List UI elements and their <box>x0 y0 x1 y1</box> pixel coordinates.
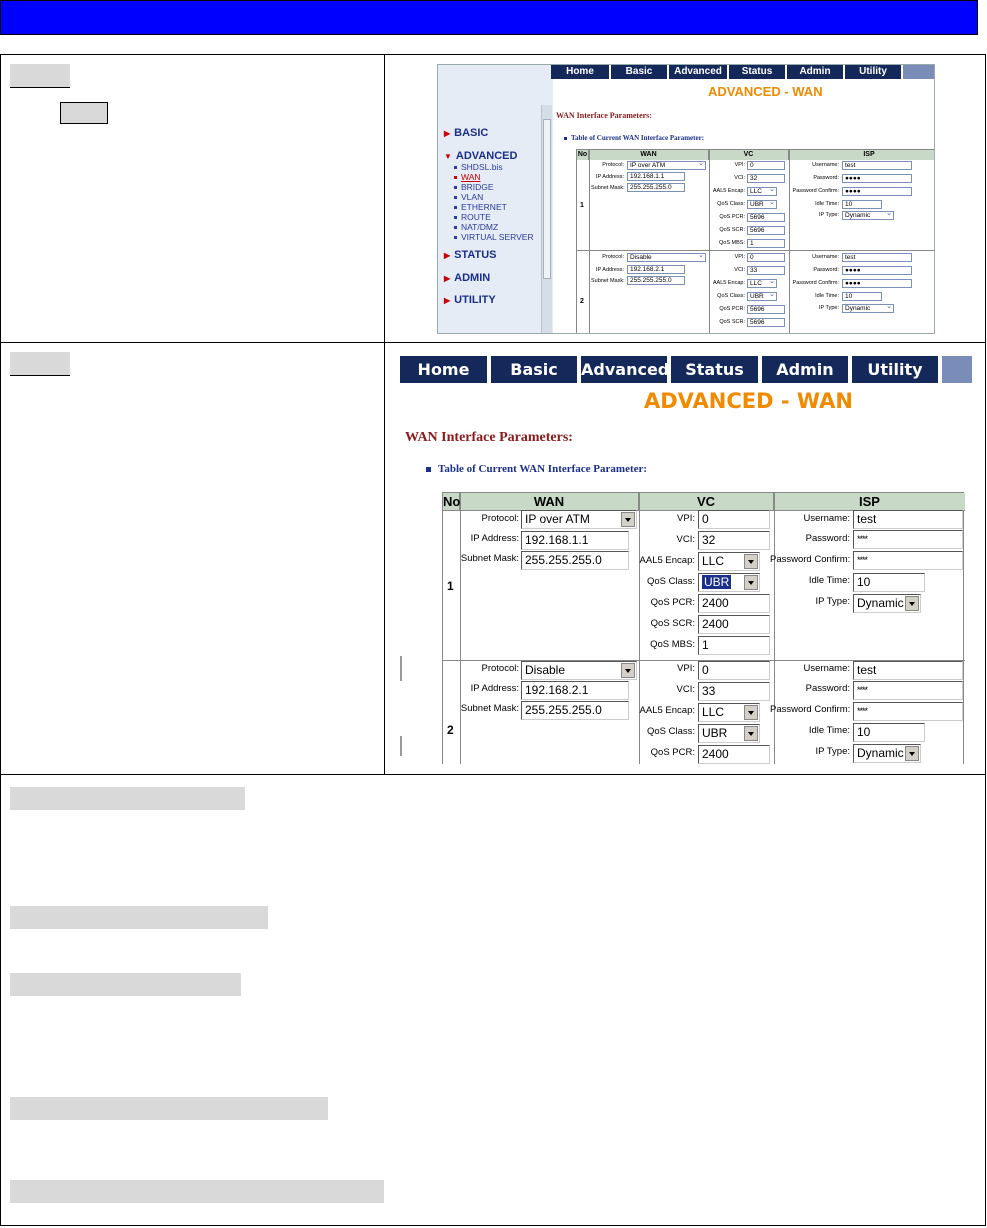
aal5-select[interactable]: LLC <box>698 552 760 571</box>
sidebar-status[interactable]: ▶ STATUS <box>444 249 497 261</box>
label-qos-class: QoS Class: <box>646 726 695 737</box>
label-qos-scr: QoS SCR: <box>719 319 745 325</box>
qos-class-select[interactable]: UBR ⌄ <box>747 200 777 209</box>
chevron-down-icon[interactable] <box>905 746 919 761</box>
page-title: ADVANCED - WAN <box>708 84 823 99</box>
username-input[interactable]: test <box>853 510 963 529</box>
ip-address-input[interactable]: 192.168.2.1 <box>521 681 629 700</box>
screenshot-wan-large <box>400 356 972 764</box>
subnet-mask-input[interactable]: 255.255.255.0 <box>521 551 629 570</box>
sidebar-item-vlan[interactable]: VLAN <box>454 192 483 202</box>
table-caption: Table of Current WAN Interface Parameter: <box>564 134 704 142</box>
label-subnet-mask: Subnet Mask: <box>591 185 625 191</box>
label-qos-mbs: QoS MBS: <box>719 240 745 246</box>
table-caption: Table of Current WAN Interface Parameter: <box>426 463 647 475</box>
label-password: Password: <box>805 533 850 544</box>
label-qos-mbs: QoS MBS: <box>650 639 695 650</box>
label-idle-time: Idle Time: <box>808 725 850 736</box>
nav-status[interactable]: Status <box>729 65 787 79</box>
label-qos-class: QoS Class: <box>717 201 745 207</box>
ip-type-select[interactable]: Dynamic ⌄ <box>842 211 894 220</box>
nav-advanced[interactable]: Advanced <box>581 356 671 383</box>
nav-advanced[interactable]: Advanced <box>669 65 729 79</box>
password-input[interactable]: ●●●● <box>842 174 912 183</box>
label-vpi: VPI: <box>734 162 745 168</box>
sidebar-item-nat-dmz[interactable]: NAT/DMZ <box>454 222 498 232</box>
label-vpi: VPI: <box>734 254 745 260</box>
label-idle-time: Idle Time: <box>815 201 839 207</box>
label-password-confirm: Password Confirm: <box>792 280 839 286</box>
label-ip-address: IP Address: <box>595 174 624 180</box>
label-qos-pcr: QoS PCR: <box>719 306 745 312</box>
label-aal5: AAL5 Encap: <box>712 188 745 194</box>
label-username: Username: <box>803 513 850 524</box>
label-password: Password: <box>805 683 850 694</box>
nav-home[interactable]: Home <box>400 356 491 383</box>
label-ip-address: IP Address: <box>470 533 519 544</box>
vpi-input[interactable]: 0 <box>747 161 785 170</box>
ip-address-input[interactable]: 192.168.2.1 <box>627 265 685 274</box>
nav-admin[interactable]: Admin <box>762 356 852 383</box>
label-subnet-mask: Subnet Mask: <box>460 703 519 714</box>
qos-scr-input[interactable]: 2400 <box>698 615 770 634</box>
nav-utility[interactable]: Utility <box>852 356 942 383</box>
step-label-2 <box>10 352 70 376</box>
label-aal5: AAL5 Encap: <box>639 705 695 716</box>
protocol-select[interactable]: IP over ATM ⌄ <box>627 161 706 170</box>
label-password-confirm: Password Confirm: <box>770 704 851 715</box>
aal5-select[interactable]: LLC ⌄ <box>747 187 777 196</box>
password-confirm-input[interactable]: **** <box>853 551 963 570</box>
column-divider <box>384 54 385 775</box>
label-vci: VCI: <box>676 534 695 545</box>
top-nav <box>400 356 972 383</box>
nav-end-cap <box>903 65 935 79</box>
nav-home[interactable]: Home <box>551 65 611 79</box>
col-isp: ISP <box>774 493 965 510</box>
label-ip-type: IP Type: <box>815 596 850 607</box>
col-wan: WAN <box>589 150 709 160</box>
chevron-down-icon[interactable] <box>744 705 758 720</box>
qos-pcr-input[interactable]: 5696 <box>747 213 785 222</box>
label-qos-pcr: QoS PCR: <box>650 597 695 608</box>
ip-type-select[interactable]: Dynamic ⌄ <box>842 304 894 313</box>
nav-end-cap <box>942 356 972 383</box>
label-ip-type: IP Type: <box>819 305 839 311</box>
qos-pcr-input[interactable]: 5696 <box>747 305 785 314</box>
label-vpi: VPI: <box>677 663 695 674</box>
label-password-confirm: Password Confirm: <box>770 554 851 565</box>
label-protocol: Protocol: <box>602 254 624 260</box>
document-header-bar <box>0 0 978 35</box>
username-input[interactable]: test <box>853 661 963 680</box>
label-qos-pcr: QoS PCR: <box>719 214 745 220</box>
col-vc: VC <box>709 150 789 160</box>
sidebar-item-shdsl[interactable]: SHDSL.bis <box>454 162 503 172</box>
password-confirm-input[interactable]: ●●●● <box>842 279 912 288</box>
subnet-mask-input[interactable]: 255.255.255.0 <box>521 701 629 720</box>
idle-time-input[interactable]: 10 <box>853 573 925 592</box>
qos-class-select[interactable]: UBR <box>698 573 760 592</box>
vpi-input[interactable]: 0 <box>698 661 770 680</box>
nav-basic[interactable]: Basic <box>611 65 669 79</box>
chevron-down-icon[interactable] <box>744 575 758 590</box>
chevron-down-icon[interactable] <box>744 554 758 569</box>
label-vpi: VPI: <box>677 513 695 524</box>
label-username: Username: <box>812 162 839 168</box>
ip-address-input[interactable]: 192.168.1.1 <box>521 531 629 550</box>
qos-scr-input[interactable]: 5696 <box>747 226 785 235</box>
col-no: No <box>443 494 461 509</box>
redacted-button <box>60 102 108 124</box>
row-divider <box>0 342 986 343</box>
label-protocol: Protocol: <box>481 513 519 524</box>
subnet-mask-input[interactable]: 255.255.255.0 <box>627 276 685 285</box>
label-ip-type: IP Type: <box>819 212 839 218</box>
col-wan: WAN <box>460 493 639 510</box>
vpi-input[interactable]: 0 <box>698 510 770 529</box>
col-no: No <box>577 151 588 158</box>
label-qos-class: QoS Class: <box>646 576 695 587</box>
vci-input[interactable]: 33 <box>747 266 785 275</box>
redacted-heading-2 <box>10 906 268 929</box>
protocol-select[interactable]: IP over ATM <box>521 510 637 529</box>
aal5-select[interactable]: LLC ⌄ <box>747 279 777 288</box>
sidebar-item-bridge[interactable]: BRIDGE <box>454 182 494 192</box>
qos-class-select[interactable]: UBR <box>698 724 760 743</box>
sidebar-utility[interactable]: ▶ UTILITY <box>444 294 496 306</box>
idle-time-input[interactable]: 10 <box>842 292 882 301</box>
sidebar-scrollbar[interactable] <box>541 105 552 333</box>
password-confirm-input[interactable]: **** <box>853 702 963 721</box>
label-idle-time: Idle Time: <box>815 293 839 299</box>
row-number: 1 <box>447 579 454 593</box>
idle-time-input[interactable]: 10 <box>853 723 925 742</box>
label-qos-scr: QoS SCR: <box>650 618 695 629</box>
label-protocol: Protocol: <box>602 162 624 168</box>
section-title: WAN Interface Parameters: <box>556 111 652 120</box>
vpi-input[interactable]: 0 <box>747 253 785 262</box>
chevron-down-icon[interactable] <box>621 512 635 527</box>
label-idle-time: Idle Time: <box>808 575 850 586</box>
label-password-confirm: Password Confirm: <box>792 188 839 194</box>
protocol-select[interactable]: Disable <box>521 661 637 680</box>
username-input[interactable]: test <box>842 161 912 170</box>
vci-input[interactable]: 33 <box>698 682 770 701</box>
label-qos-pcr: QoS PCR: <box>650 747 695 758</box>
sidebar-item-wan[interactable]: WAN <box>454 172 481 182</box>
vci-input[interactable]: 32 <box>698 531 770 550</box>
qos-mbs-input[interactable]: 1 <box>698 636 770 655</box>
idle-time-input[interactable]: 10 <box>842 200 882 209</box>
col-isp: ISP <box>789 150 935 160</box>
label-ip-address: IP Address: <box>595 267 624 273</box>
nav-utility[interactable]: Utility <box>845 65 903 79</box>
label-username: Username: <box>812 254 839 260</box>
nav-status[interactable]: Status <box>671 356 762 383</box>
label-password: Password: <box>813 175 839 181</box>
password-confirm-input[interactable]: ●●●● <box>842 187 912 196</box>
row-number: 1 <box>580 202 584 209</box>
label-vci: VCI: <box>734 175 745 181</box>
row-number: 2 <box>580 298 584 305</box>
sidebar <box>438 65 553 334</box>
redacted-heading-1 <box>10 787 245 810</box>
wan-table <box>576 149 935 334</box>
sidebar-basic[interactable]: ▶ BASIC <box>444 127 489 139</box>
chevron-down-icon[interactable] <box>744 726 758 741</box>
label-subnet-mask: Subnet Mask: <box>460 553 519 564</box>
nav-basic[interactable]: Basic <box>491 356 581 383</box>
label-password: Password: <box>813 267 839 273</box>
nav-admin[interactable]: Admin <box>787 65 845 79</box>
password-input[interactable]: **** <box>853 681 963 700</box>
password-input[interactable]: **** <box>853 530 963 549</box>
redacted-heading-4 <box>10 1097 328 1120</box>
label-subnet-mask: Subnet Mask: <box>591 278 625 284</box>
qos-class-select[interactable]: UBR ⌄ <box>747 292 777 301</box>
row-divider <box>0 774 986 775</box>
chevron-down-icon[interactable] <box>905 596 919 611</box>
label-ip-address: IP Address: <box>470 683 519 694</box>
chevron-down-icon[interactable] <box>621 663 635 678</box>
password-input[interactable]: ●●●● <box>842 266 912 275</box>
top-nav <box>551 65 935 79</box>
screenshot-wan-small <box>437 64 935 334</box>
sidebar-item-ethernet[interactable]: ETHERNET <box>454 202 507 212</box>
page-title: ADVANCED - WAN <box>644 389 853 413</box>
ip-address-input[interactable]: 192.168.1.1 <box>627 172 685 181</box>
sidebar-item-route[interactable]: ROUTE <box>454 212 491 222</box>
label-aal5: AAL5 Encap: <box>712 280 745 286</box>
redacted-heading-5 <box>10 1180 384 1203</box>
label-qos-scr: QoS SCR: <box>719 227 745 233</box>
qos-pcr-input[interactable]: 2400 <box>698 594 770 613</box>
username-input[interactable]: test <box>842 253 912 262</box>
label-qos-class: QoS Class: <box>717 293 745 299</box>
qos-mbs-input[interactable]: 1 <box>747 239 785 248</box>
ip-type-select[interactable]: Dynamic <box>853 744 921 763</box>
col-vc: VC <box>639 493 774 510</box>
label-aal5: AAL5 Encap: <box>639 555 695 566</box>
label-protocol: Protocol: <box>481 663 519 674</box>
aal5-select[interactable]: LLC <box>698 703 760 722</box>
label-vci: VCI: <box>676 684 695 695</box>
wan-table <box>442 492 964 764</box>
sidebar-admin[interactable]: ▶ ADMIN <box>444 272 491 284</box>
qos-scr-input[interactable]: 5696 <box>747 318 785 327</box>
protocol-select[interactable]: Disable ⌄ <box>627 253 706 262</box>
ip-type-select[interactable]: Dynamic <box>853 594 921 613</box>
label-username: Username: <box>803 663 850 674</box>
sidebar-item-virtual-server[interactable]: VIRTUAL SERVER <box>454 232 534 242</box>
section-title: WAN Interface Parameters: <box>405 430 573 445</box>
qos-pcr-input[interactable]: 2400 <box>698 745 770 764</box>
label-vci: VCI: <box>734 267 745 273</box>
label-ip-type: IP Type: <box>815 746 850 757</box>
redacted-heading-3 <box>10 973 241 996</box>
sidebar-advanced[interactable]: ▼ ADVANCED <box>444 150 518 162</box>
step-label-1 <box>10 64 70 88</box>
vci-input[interactable]: 32 <box>747 174 785 183</box>
subnet-mask-input[interactable]: 255.255.255.0 <box>627 183 685 192</box>
row-number: 2 <box>447 723 454 737</box>
